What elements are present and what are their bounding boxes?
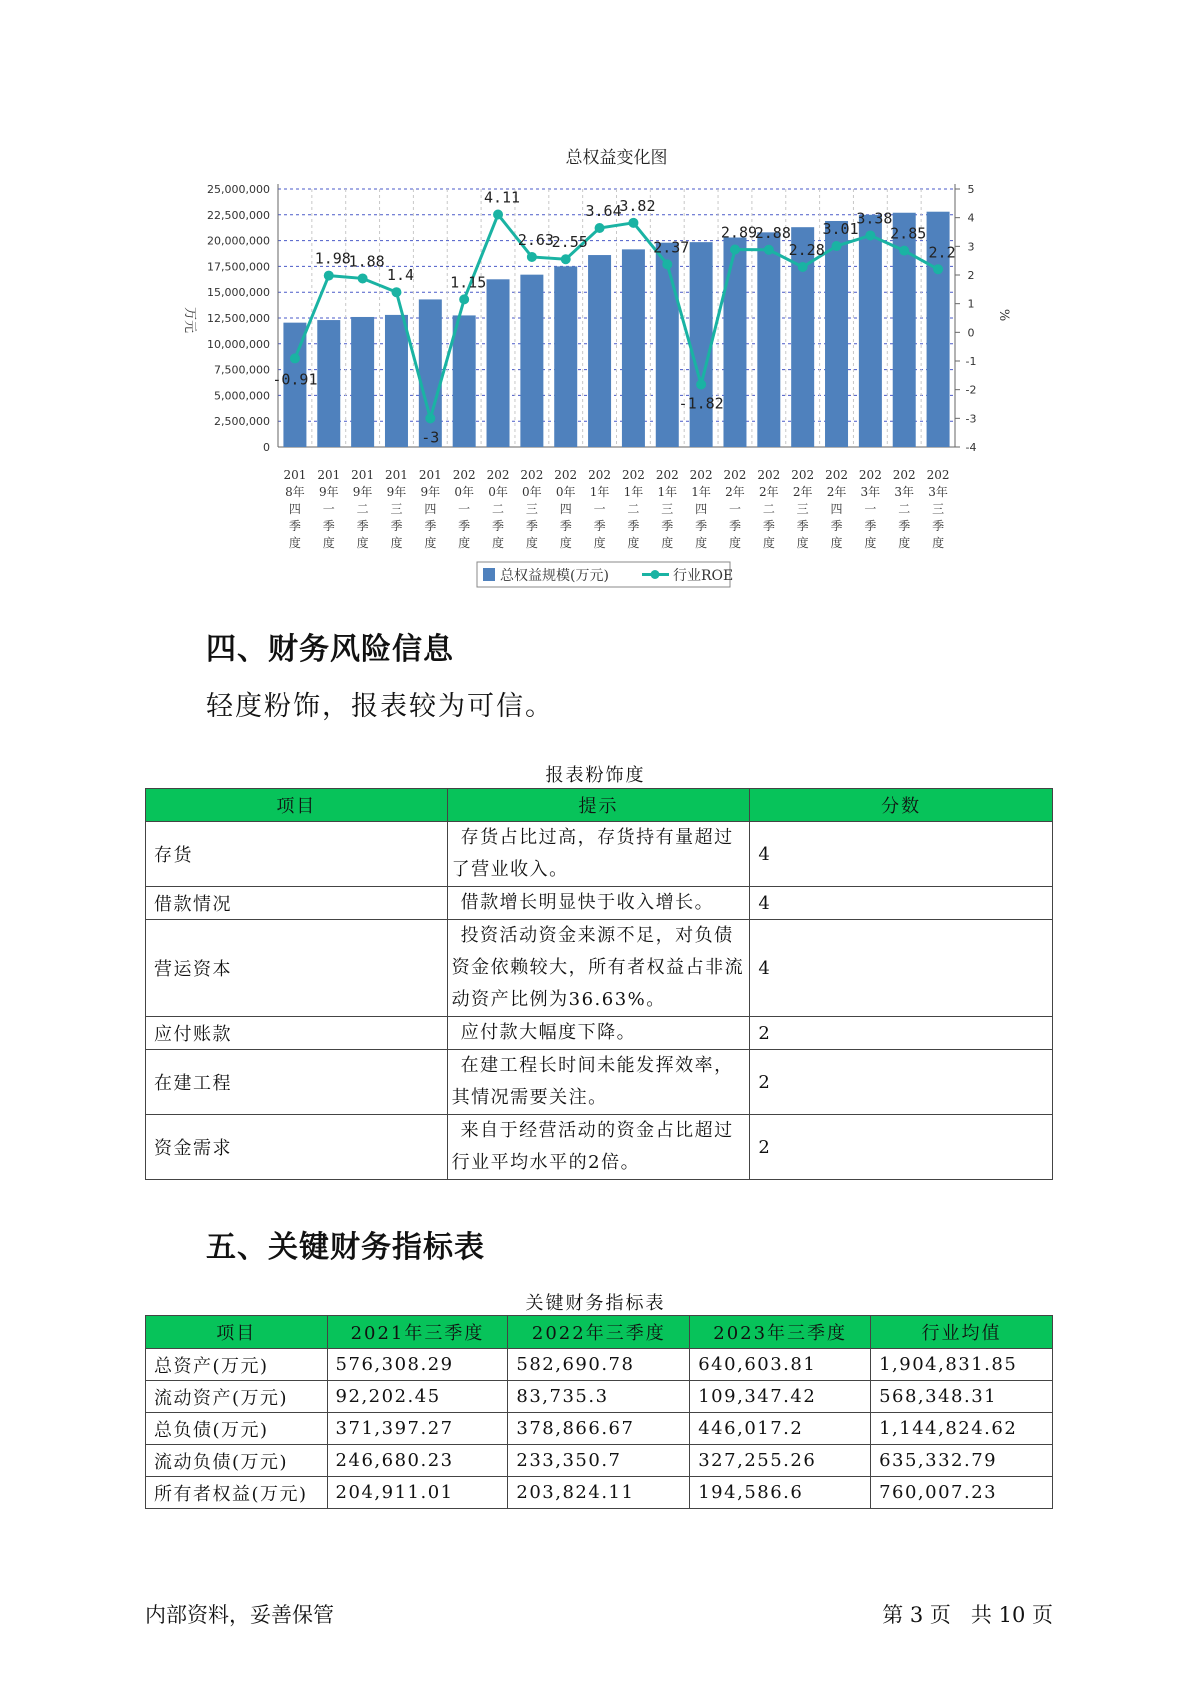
x-tick-label: 季 (593, 519, 606, 533)
metric-value: 203,824.11 (508, 1477, 690, 1509)
x-tick-label: 8年 (285, 485, 305, 499)
y-tick-label: 7,500,000 (214, 363, 270, 377)
roe-data-label: 3.64 (585, 201, 622, 220)
x-tick-label: 三 (796, 502, 809, 516)
legend-bar-swatch (483, 568, 495, 581)
x-tick-label: 季 (830, 519, 843, 533)
roe-data-label: 4.11 (483, 188, 521, 207)
y2-tick-label: -2 (965, 383, 977, 397)
roe-point (324, 271, 334, 281)
risk-hint (447, 1050, 750, 1115)
x-tick-label: 1年 (589, 485, 610, 499)
y-tick-label: 20,000,000 (207, 234, 270, 248)
table-row (146, 887, 1053, 920)
bar (588, 255, 611, 447)
x-tick-label: 一 (728, 502, 741, 516)
risk-hint-line: 来自于经营活动的资金占比超过 (460, 1120, 734, 1141)
x-tick-label: 1年 (691, 485, 711, 499)
x-tick-label: 9年 (386, 485, 407, 499)
x-tick-label: 季 (525, 519, 538, 533)
metric-value: 640,603.81 (690, 1349, 871, 1381)
x-tick-label: 度 (559, 536, 572, 550)
y2-tick-label: -3 (965, 412, 977, 426)
x-tick-label: 201 (418, 468, 442, 482)
risk-item: 借款情况 (146, 887, 448, 920)
risk-item: 存货 (146, 822, 448, 887)
y2-tick-label: 0 (967, 326, 975, 340)
risk-hint-line: 资金依赖较大，所有者权益占非流 (451, 957, 745, 978)
x-tick-label: 三 (661, 502, 674, 516)
bar (453, 315, 476, 447)
metric-value: 83,735.3 (508, 1381, 690, 1413)
roe-point (933, 264, 943, 274)
risk-table-caption: 报表粉饰度 (545, 765, 646, 786)
x-tick-label: 0年 (488, 485, 508, 499)
x-tick-label: 202 (554, 468, 578, 482)
roe-point (595, 223, 605, 233)
x-tick-label: 202 (791, 468, 815, 482)
roe-point (764, 245, 774, 255)
roe-point (730, 244, 740, 254)
roe-point (391, 287, 401, 297)
x-tick-label: 度 (796, 536, 809, 550)
x-tick-label: 四 (695, 502, 708, 516)
bar (825, 221, 848, 447)
roe-data-label: -0.91 (272, 370, 318, 389)
bar (351, 317, 374, 447)
x-tick-label: 季 (661, 519, 674, 533)
x-tick-label: 度 (661, 536, 674, 550)
bar (385, 315, 408, 447)
roe-data-label: 3.82 (619, 196, 656, 215)
x-tick-label: 季 (559, 519, 572, 533)
risk-item: 应付账款 (146, 1017, 448, 1050)
x-tick-label: 二 (492, 502, 505, 516)
x-tick-label: 201 (283, 468, 307, 482)
x-tick-label: 202 (655, 468, 679, 482)
risk-hint-line: 投资活动资金来源不足，对负债 (460, 925, 734, 946)
y2-tick-label: -4 (965, 441, 977, 454)
y-tick-label: 10,000,000 (207, 337, 270, 351)
x-tick-label: 季 (458, 519, 471, 533)
x-tick-label: 一 (322, 502, 335, 516)
bar (791, 227, 814, 447)
table-row (146, 1349, 1053, 1381)
x-tick-label: 1年 (623, 485, 644, 499)
roe-data-label: 3.01 (822, 220, 859, 239)
x-tick-label: 季 (898, 519, 911, 533)
x-tick-label: 季 (932, 519, 945, 533)
y2-tick-label: 3 (967, 240, 975, 254)
bar (317, 320, 340, 447)
risk-hint-line: 应付款大幅度下降。 (460, 1022, 637, 1043)
roe-data-label: -3 (421, 428, 440, 447)
x-tick-label: 9年 (420, 485, 441, 499)
roe-point (459, 294, 469, 304)
roe-point (865, 230, 875, 240)
roe-data-label: -1.82 (678, 394, 724, 413)
y-tick-label: 17,500,000 (207, 260, 270, 274)
risk-item: 在建工程 (146, 1050, 448, 1115)
metric-value: 568,348.31 (871, 1381, 1053, 1413)
roe-data-label: 1.15 (450, 273, 487, 292)
metrics-table-caption: 关键财务指标表 (525, 1293, 666, 1314)
x-tick-label: 季 (288, 519, 301, 533)
legend-line-marker (651, 570, 660, 579)
roe-point (527, 252, 537, 262)
roe-data-label: 2.55 (551, 233, 588, 252)
chart-title: 总权益变化图 (565, 148, 668, 168)
metric-name: 流动资产(万元) (146, 1381, 328, 1413)
risk-hint-line: 借款增长明显快于收入增长。 (460, 892, 715, 913)
risk-header-1: 提示 (447, 789, 750, 822)
x-tick-label: 四 (424, 502, 437, 516)
y-tick-label: 2,500,000 (214, 415, 270, 429)
x-tick-label: 度 (830, 536, 843, 550)
table-row (146, 1445, 1053, 1477)
legend-line-label: 行业ROE (673, 568, 734, 584)
x-tick-label: 度 (390, 536, 403, 550)
roe-data-label: 1.98 (314, 249, 351, 268)
risk-hint (447, 920, 750, 1017)
metrics-table-header (146, 1316, 1053, 1349)
metric-value: 378,866.67 (508, 1413, 690, 1445)
x-tick-label: 季 (627, 519, 640, 533)
roe-data-label: 3.38 (856, 209, 893, 228)
risk-item: 营运资本 (146, 920, 448, 1017)
x-tick-label: 四 (559, 502, 572, 516)
section5-heading: 五、关键财务指标表 (206, 1230, 485, 1265)
x-tick-label: 四 (830, 502, 843, 516)
x-tick-label: 202 (757, 468, 781, 482)
x-tick-label: 9年 (352, 485, 373, 499)
risk-hint (447, 822, 750, 887)
x-tick-label: 季 (390, 519, 403, 533)
x-tick-label: 202 (486, 468, 510, 482)
footer-note: 内部资料，妥善保管 (145, 1603, 334, 1627)
roe-point (628, 218, 638, 228)
metric-value: 371,397.27 (327, 1413, 508, 1445)
bar (554, 266, 577, 447)
table-row (146, 1477, 1053, 1509)
x-tick-label: 201 (317, 468, 341, 482)
risk-header-2: 分数 (750, 789, 1053, 822)
risk-score: 4 (750, 887, 1053, 920)
risk-score: 2 (750, 1050, 1053, 1115)
bar (859, 215, 882, 447)
x-tick-label: 四 (288, 502, 301, 516)
equity-chart (0, 0, 1191, 600)
x-tick-label: 202 (588, 468, 612, 482)
roe-point (696, 380, 706, 390)
risk-hint-line: 存货占比过高，存货持有量超过 (460, 827, 734, 848)
risk-score: 2 (750, 1115, 1053, 1180)
y2-tick-label: 1 (967, 297, 975, 311)
x-tick-label: 季 (322, 519, 335, 533)
metric-value: 109,347.42 (690, 1381, 871, 1413)
bar (622, 249, 645, 447)
y2-axis-title: % (996, 308, 1011, 322)
x-tick-label: 0年 (454, 485, 474, 499)
metrics-header-3: 2023年三季度 (690, 1316, 871, 1349)
x-tick-label: 2年 (826, 485, 847, 499)
bar (487, 279, 510, 447)
roe-data-label: 2.2 (928, 243, 956, 262)
x-tick-label: 2年 (725, 485, 745, 499)
metric-name: 总负债(万元) (146, 1413, 328, 1445)
y2-tick-label: 2 (967, 269, 975, 282)
roe-point (899, 246, 909, 256)
roe-point (358, 273, 368, 283)
x-tick-label: 度 (695, 536, 708, 550)
table-row (146, 1115, 1053, 1180)
x-tick-label: 度 (356, 536, 369, 550)
metric-name: 所有者权益(万元) (146, 1477, 328, 1509)
metrics-header-2: 2022年三季度 (508, 1316, 690, 1349)
x-tick-label: 202 (452, 468, 476, 482)
table-row (146, 822, 1053, 887)
roe-point (798, 262, 808, 272)
x-tick-label: 度 (458, 536, 471, 550)
metric-value: 327,255.26 (690, 1445, 871, 1477)
x-tick-label: 二 (898, 502, 911, 516)
roe-data-label: 2.85 (890, 224, 927, 243)
x-tick-label: 202 (858, 468, 882, 482)
x-tick-label: 二 (627, 502, 640, 516)
y-tick-label: 25,000,000 (207, 183, 270, 196)
x-tick-label: 202 (926, 468, 950, 482)
x-tick-label: 一 (593, 502, 606, 516)
risk-hint (447, 887, 750, 920)
x-tick-label: 季 (796, 519, 809, 533)
y2-tick-label: 5 (967, 183, 975, 196)
table-row (146, 920, 1053, 1017)
metric-value: 204,911.01 (327, 1477, 508, 1509)
risk-score: 4 (750, 920, 1053, 1017)
roe-point (561, 254, 571, 264)
x-tick-label: 2年 (792, 485, 813, 499)
x-tick-label: 201 (385, 468, 408, 482)
risk-hint-line: 行业平均水平的2倍。 (451, 1152, 641, 1173)
risk-hint (447, 1115, 750, 1180)
table-row (146, 1050, 1053, 1115)
x-tick-label: 202 (723, 468, 747, 482)
metrics-header-0: 项目 (146, 1316, 328, 1349)
x-tick-label: 季 (424, 519, 437, 533)
roe-point (832, 241, 842, 251)
x-tick-label: 3年 (894, 485, 915, 499)
risk-table-header (146, 789, 1053, 822)
page-number: 第 3 页 共 10 页 (882, 1603, 1053, 1627)
x-tick-label: 201 (351, 468, 375, 482)
roe-point (493, 210, 503, 220)
x-tick-label: 季 (695, 519, 708, 533)
x-tick-label: 季 (864, 519, 877, 533)
x-tick-label: 一 (458, 502, 471, 516)
metrics-header-1: 2021年三季度 (327, 1316, 508, 1349)
metric-value: 92,202.45 (327, 1381, 508, 1413)
y-tick-label: 12,500,000 (207, 312, 270, 325)
risk-item: 资金需求 (146, 1115, 448, 1180)
x-tick-label: 3年 (928, 485, 948, 499)
risk-header-0: 项目 (146, 789, 448, 822)
metrics-header-4: 行业均值 (871, 1316, 1053, 1349)
risk-score: 2 (750, 1017, 1053, 1050)
x-tick-label: 度 (762, 536, 775, 550)
metric-name: 总资产(万元) (146, 1349, 328, 1381)
x-tick-label: 202 (621, 468, 645, 482)
y-tick-label: 15,000,000 (207, 286, 270, 300)
roe-data-label: 2.88 (754, 223, 791, 242)
x-tick-label: 度 (525, 536, 538, 550)
x-tick-label: 季 (728, 519, 741, 533)
roe-point (425, 413, 435, 423)
x-tick-label: 度 (864, 536, 877, 550)
metric-value: 246,680.23 (327, 1445, 508, 1477)
section4-heading: 四、财务风险信息 (206, 632, 454, 667)
metric-value: 1,144,824.62 (871, 1413, 1053, 1445)
metric-value: 233,350.7 (508, 1445, 690, 1477)
roe-data-label: 1.4 (386, 266, 415, 285)
y-tick-label: 0 (263, 441, 270, 454)
x-tick-label: 度 (593, 536, 606, 550)
metric-value: 446,017.2 (690, 1413, 871, 1445)
risk-hint-line: 了营业收入。 (451, 859, 569, 880)
roe-data-label: 2.63 (517, 230, 554, 249)
risk-hint-line: 其情况需要关注。 (451, 1087, 608, 1108)
metric-value: 194,586.6 (690, 1477, 871, 1509)
x-tick-label: 2年 (759, 485, 779, 499)
x-tick-label: 度 (932, 536, 945, 550)
risk-table (145, 788, 1053, 1180)
metrics-table (145, 1315, 1053, 1509)
x-tick-label: 三 (932, 502, 945, 516)
metric-value: 576,308.29 (327, 1349, 508, 1381)
x-tick-label: 季 (762, 519, 775, 533)
x-tick-label: 202 (892, 468, 916, 482)
table-row (146, 1381, 1053, 1413)
x-tick-label: 度 (322, 536, 335, 550)
metric-value: 582,690.78 (508, 1349, 690, 1381)
y-axis-title: 万元 (182, 306, 197, 334)
x-tick-label: 二 (762, 502, 775, 516)
bar (723, 238, 746, 447)
risk-summary: 轻度粉饰，报表较为可信。 (206, 691, 554, 722)
table-row (146, 1413, 1053, 1445)
x-tick-label: 0年 (555, 485, 576, 499)
x-tick-label: 季 (356, 519, 369, 533)
x-tick-label: 度 (728, 536, 741, 550)
x-tick-label: 1年 (657, 485, 678, 499)
bar (757, 232, 780, 447)
table-row (146, 1017, 1053, 1050)
risk-hint-line: 在建工程长时间未能发挥效率， (460, 1055, 734, 1076)
risk-hint (447, 1017, 750, 1050)
metric-name: 流动负债(万元) (146, 1445, 328, 1477)
roe-data-label: 2.37 (653, 238, 690, 257)
legend-bar-label: 总权益规模(万元) (500, 568, 609, 584)
risk-score: 4 (750, 822, 1053, 887)
y-tick-label: 5,000,000 (214, 389, 270, 403)
metric-value: 760,007.23 (871, 1477, 1053, 1509)
x-tick-label: 202 (689, 468, 713, 482)
x-tick-label: 度 (492, 536, 505, 550)
roe-data-label: 2.28 (788, 240, 825, 259)
roe-data-label: 1.88 (348, 252, 385, 271)
y2-tick-label: -1 (965, 355, 977, 368)
x-tick-label: 9年 (318, 485, 339, 499)
bar (690, 242, 713, 447)
bar (419, 299, 442, 447)
x-tick-label: 0年 (522, 485, 542, 499)
y-tick-label: 22,500,000 (207, 208, 270, 222)
x-tick-label: 三 (525, 502, 538, 516)
metric-value: 1,904,831.85 (871, 1349, 1053, 1381)
x-tick-label: 二 (356, 502, 369, 516)
x-tick-label: 三 (390, 502, 403, 516)
x-tick-label: 3年 (860, 485, 881, 499)
roe-point (662, 259, 672, 269)
roe-data-label: 2.89 (720, 223, 758, 242)
bar (520, 275, 543, 447)
x-tick-label: 202 (520, 468, 544, 482)
x-tick-label: 一 (864, 502, 877, 516)
bar (656, 243, 679, 447)
metric-value: 635,332.79 (871, 1445, 1053, 1477)
x-tick-label: 度 (288, 536, 301, 550)
x-tick-label: 度 (627, 536, 640, 550)
x-tick-label: 季 (492, 519, 505, 533)
x-tick-label: 度 (898, 536, 911, 550)
x-tick-label: 202 (825, 468, 848, 482)
x-tick-label: 度 (424, 536, 437, 550)
roe-point (290, 353, 300, 363)
risk-hint-line: 动资产比例为36.63%。 (451, 989, 666, 1010)
y2-tick-label: 4 (967, 211, 975, 225)
